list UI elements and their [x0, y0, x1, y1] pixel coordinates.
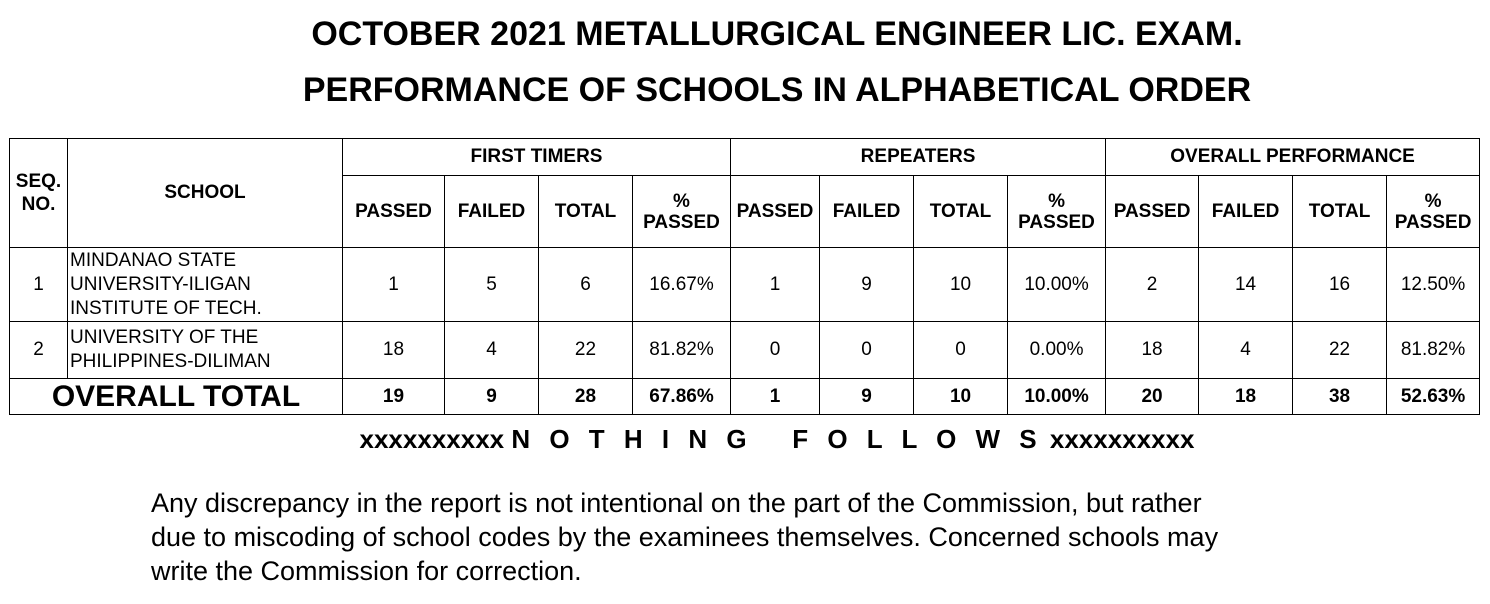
rp-failed-cell: 9 — [820, 248, 914, 322]
note-line: due to miscoding of school codes by the examinees themselves. Concerned schools may — [151, 522, 1219, 552]
total-ft-passed: 19 — [343, 379, 445, 415]
discrepancy-note — [151, 486, 1351, 588]
ft-total-cell: 6 — [539, 248, 633, 322]
ov-total-header: TOTAL — [1293, 176, 1387, 248]
x-filler-right: xxxxxxxxxx — [1049, 424, 1195, 454]
ov-total-cell: 16 — [1293, 248, 1387, 322]
table-row — [10, 322, 1480, 379]
rp-pct-label: PASSED — [1018, 211, 1095, 233]
ft-pct-label: PASSED — [643, 211, 720, 233]
total-rp-total: 10 — [914, 379, 1008, 415]
report-title-line1: OCTOBER 2021 METALLURGICAL ENGINEER LIC. EXAM. — [311, 15, 1243, 53]
ft-total-cell: 22 — [539, 322, 633, 379]
ov-passed-cell: 18 — [1106, 322, 1199, 379]
total-ft-total: 28 — [539, 379, 633, 415]
school-header: SCHOOL — [68, 139, 343, 248]
school-name-line: INSTITUTE OF TECH. — [70, 297, 262, 319]
seq-header-line1: SEQ. — [15, 171, 62, 192]
school-name-line: MINDANAO STATE — [70, 249, 237, 271]
ov-pct-label: PASSED — [1394, 211, 1472, 233]
note-line: write the Commission for correction. — [151, 556, 582, 586]
rp-pct-symbol: % — [1048, 190, 1065, 212]
rp-failed-cell: 0 — [820, 322, 914, 379]
ft-pct-header — [633, 176, 731, 248]
rp-passed-cell: 1 — [731, 248, 820, 322]
rp-total-cell: 0 — [914, 322, 1008, 379]
school-name-line: PHILIPPINES-DILIMAN — [70, 351, 271, 372]
rp-failed-header: FAILED — [820, 176, 914, 248]
seq-no-header — [10, 139, 68, 248]
overall-total-row — [10, 379, 1480, 415]
ft-pct-cell: 81.82% — [633, 322, 731, 379]
ov-failed-cell: 14 — [1199, 248, 1293, 322]
results-table — [9, 138, 1480, 415]
school-name-cell — [68, 248, 343, 322]
total-ov-total: 38 — [1293, 379, 1387, 415]
ft-pct-cell: 16.67% — [633, 248, 731, 322]
ov-total-cell: 22 — [1293, 322, 1387, 379]
ft-total-header: TOTAL — [539, 176, 633, 248]
x-filler-left: xxxxxxxxxx — [359, 424, 505, 454]
ov-pct-cell: 12.50% — [1387, 248, 1480, 322]
total-ov-passed: 20 — [1106, 379, 1199, 415]
total-ft-pct: 67.86% — [633, 379, 731, 415]
ft-passed-header: PASSED — [343, 176, 445, 248]
total-ov-pct: 52.63% — [1387, 379, 1480, 415]
school-name-cell — [68, 322, 343, 379]
seq-cell: 1 — [10, 248, 68, 322]
rp-pct-header — [1008, 176, 1106, 248]
school-name-line: UNIVERSITY OF THE — [70, 327, 259, 348]
overall-performance-header: OVERALL PERFORMANCE — [1106, 139, 1480, 176]
rp-total-header: TOTAL — [914, 176, 1008, 248]
report-title-line2: PERFORMANCE OF SCHOOLS IN ALPHABETICAL ORDER — [302, 71, 1252, 109]
ov-passed-header: PASSED — [1106, 176, 1199, 248]
seq-cell: 2 — [10, 322, 68, 379]
total-rp-passed: 1 — [731, 379, 820, 415]
note-line: Any discrepancy in the report is not intentional on the part of the Commission, but rather — [151, 488, 1202, 518]
total-rp-pct: 10.00% — [1008, 379, 1106, 415]
repeaters-header: REPEATERS — [731, 139, 1106, 176]
ft-failed-cell: 5 — [445, 248, 539, 322]
first-timers-header: FIRST TIMERS — [343, 139, 731, 176]
ov-failed-cell: 4 — [1199, 322, 1293, 379]
total-ov-failed: 18 — [1199, 379, 1293, 415]
ft-pct-symbol: % — [673, 190, 690, 212]
ft-failed-cell: 4 — [445, 322, 539, 379]
ov-pct-header — [1387, 176, 1480, 248]
ft-passed-cell: 18 — [343, 322, 445, 379]
rp-passed-cell: 0 — [731, 322, 820, 379]
nothing-follows-text: N O T H I N G F O L L O W S — [511, 424, 1043, 454]
overall-total-label: OVERALL TOTAL — [10, 379, 343, 415]
ov-passed-cell: 2 — [1106, 248, 1199, 322]
rp-pct-cell: 10.00% — [1008, 248, 1106, 322]
ov-pct-symbol: % — [1424, 190, 1442, 212]
table-row — [10, 248, 1480, 322]
school-name-line: UNIVERSITY-ILIGAN — [70, 273, 251, 295]
ft-passed-cell: 1 — [343, 248, 445, 322]
ft-failed-header: FAILED — [445, 176, 539, 248]
rp-passed-header: PASSED — [731, 176, 820, 248]
rp-pct-cell: 0.00% — [1008, 322, 1106, 379]
seq-header-line2: NO. — [21, 194, 56, 215]
total-ft-failed: 9 — [445, 379, 539, 415]
nothing-follows-marker — [0, 424, 1490, 455]
ov-failed-header: FAILED — [1199, 176, 1293, 248]
ov-pct-cell: 81.82% — [1387, 322, 1480, 379]
total-rp-failed: 9 — [820, 379, 914, 415]
rp-total-cell: 10 — [914, 248, 1008, 322]
group-header-row — [10, 139, 1480, 176]
